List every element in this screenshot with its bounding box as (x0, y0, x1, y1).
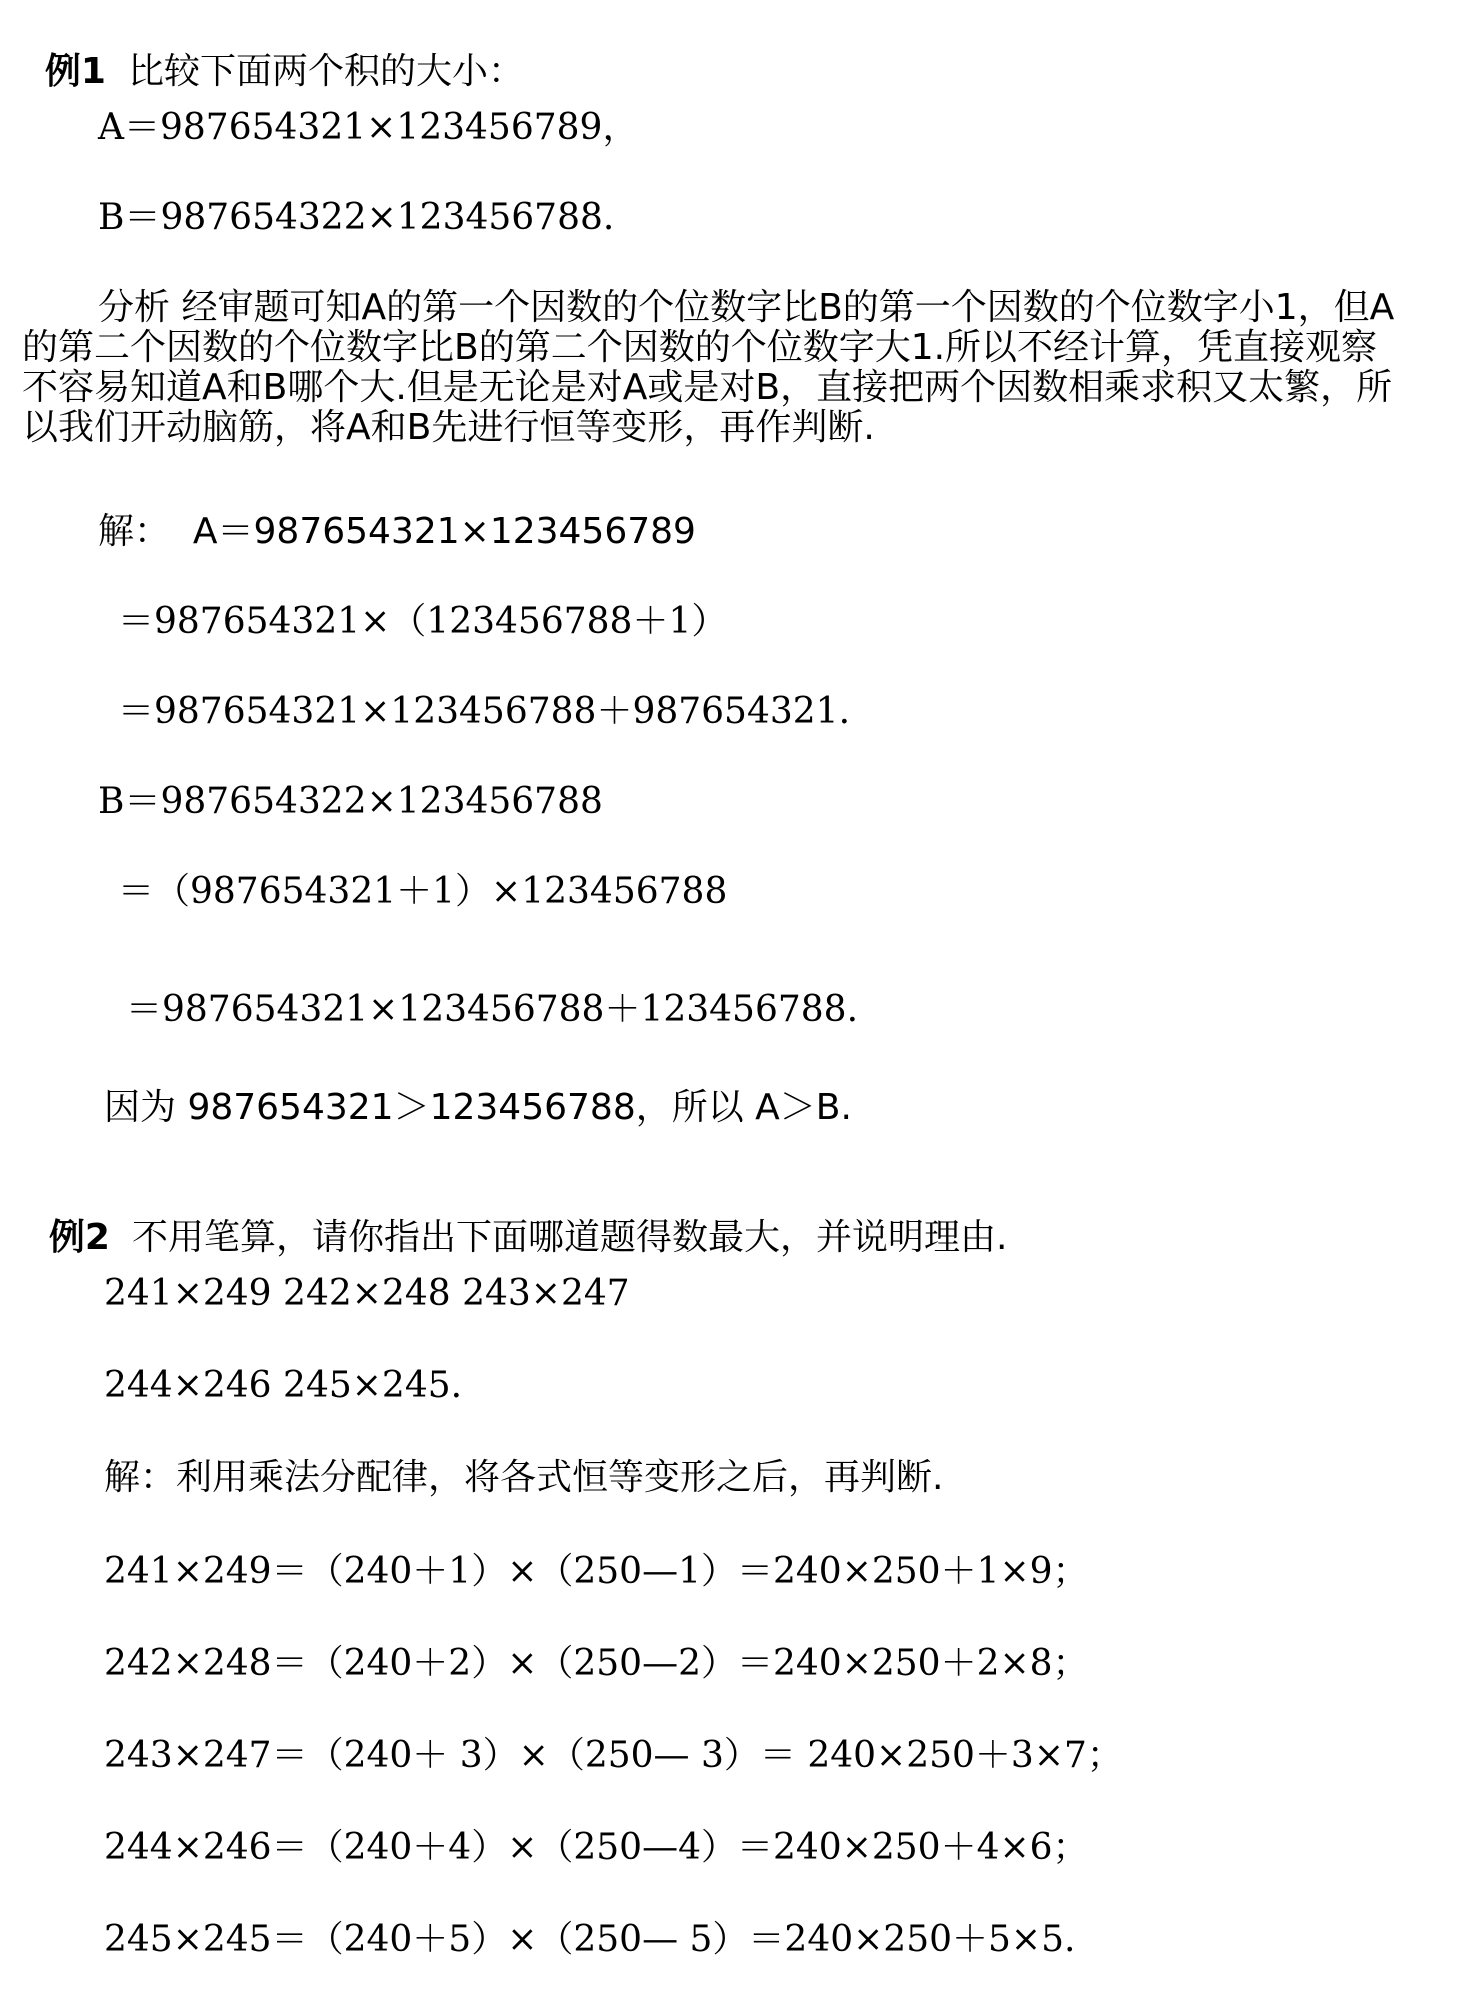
example-2-title (26, 1178, 1007, 1258)
a-definition: A＝987654321×123456789， (98, 107, 639, 148)
solution-line: ＝987654321×123456788＋987654321. (118, 691, 851, 732)
step-line: 245×245＝（240＋5）×（250— 5）＝240×250＋5×5. (104, 1919, 1076, 1960)
step-line: 243×247＝（240＋ 3）×（250— 3）＝ 240×250＋3×7； (104, 1735, 1123, 1776)
solution-line: ＝（987654321＋1）×123456788 (118, 871, 728, 912)
example-1-prompt: 比较下面两个积的大小： (127, 51, 524, 92)
example-2-prompt: 不用笔算，请你指出下面哪道题得数最大，并说明理由. (131, 1217, 1008, 1258)
conclusion: 因为 987654321＞123456788，所以 A＞B. (104, 1087, 852, 1128)
solution-intro: 解：利用乘法分配律，将各式恒等变形之后，再判断. (104, 1457, 944, 1498)
expressions-line: 244×246 245×245. (104, 1365, 463, 1406)
solution-line: ＝987654321×123456788＋123456788. (126, 989, 859, 1030)
solution-line: B＝987654322×123456788 (98, 781, 603, 822)
example-1-title (22, 12, 524, 92)
b-definition: B＝987654322×123456788. (98, 197, 615, 238)
solution-line: ＝987654321×（123456788＋1） (118, 601, 728, 642)
step-line: 244×246＝（240＋4）×（250—4）＝240×250＋4×6； (104, 1827, 1089, 1868)
example-1-heading: 例1 (44, 51, 106, 92)
expressions-line: 241×249 242×248 243×247 (104, 1273, 630, 1314)
step-line: 241×249＝（240＋1）×（250—1）＝240×250＋1×9； (104, 1551, 1089, 1592)
solution-line: 解： A＝987654321×123456789 (98, 511, 696, 552)
step-line: 242×248＝（240＋2）×（250—2）＝240×250＋2×8； (104, 1643, 1089, 1684)
example-2-heading: 例2 (48, 1217, 110, 1258)
analysis-paragraph: 分析 经审题可知A的第一个因数的个位数字比B的第一个因数的个位数字小1，但A的第二个因数的个位数字比B的第二个因数的个位数字大1.所以不经计算，凭直接观察不容易知道A和B哪个大.但是无论是对A或是对B，直接把两个因数相乘求积又太繁，所以我们开动脑筋，将A和B先进行恒等变形，再作判断. (22, 287, 1395, 448)
